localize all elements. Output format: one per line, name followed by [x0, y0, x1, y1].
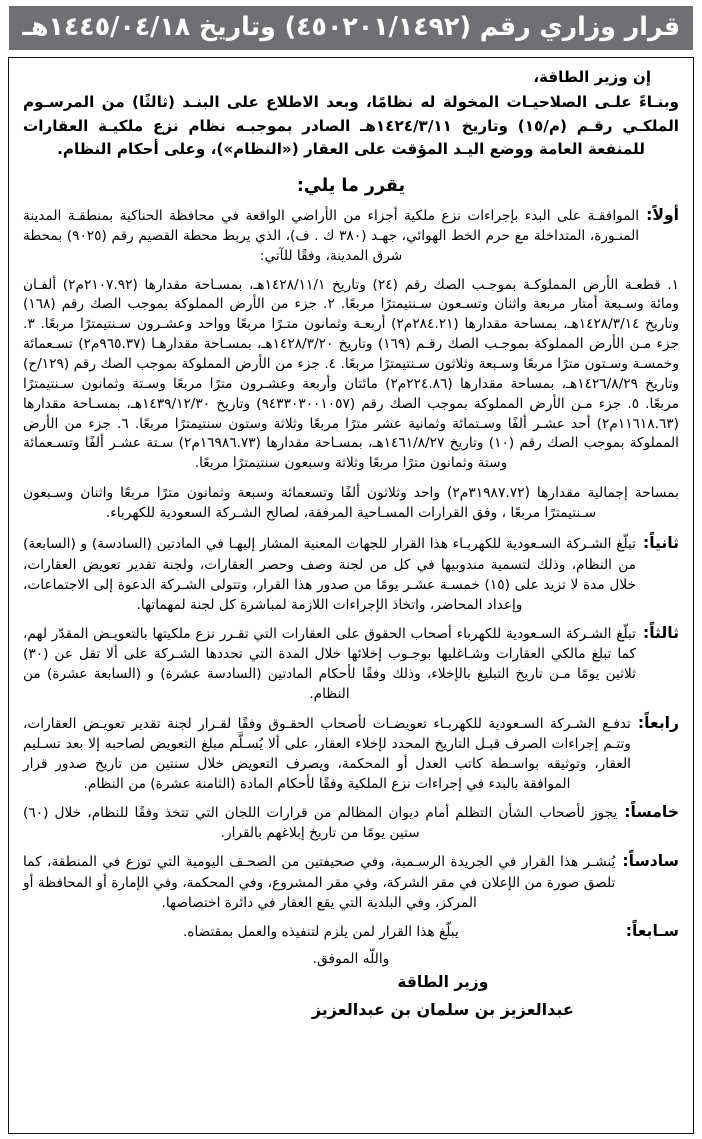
- clause-sabian: [23, 922, 679, 942]
- signatory-title: وزير الطاقة: [397, 972, 489, 991]
- clause-label: ثانياً:: [642, 534, 679, 553]
- clause-awwalan: [23, 206, 679, 266]
- clause-label: أولاً:: [646, 206, 679, 225]
- signatory-name: عبدالعزيز بن سلمان بن عبدالعزيز: [311, 999, 574, 1019]
- closing-invocation: واللّه الموفق.: [312, 950, 390, 967]
- clause-label: سادساً:: [622, 852, 679, 871]
- clause-label: خامساً:: [624, 803, 679, 822]
- clause-text: يجوز لأصحاب الشأن التظلم أمام ديوان المظالم من قرارات اللجان التي تتخذ وفقًا للنظام، خلال (٦٠) ستين يومًا من تاريخ إبلاغهم بالقرار.: [23, 805, 618, 842]
- clause-rabian: [23, 714, 679, 795]
- clause-khamisan: [23, 803, 679, 843]
- document-body-frame: [8, 57, 694, 1134]
- total-area-paragraph: بمساحة إجمالية مقدارها (٣١٩٨٧.٧٢م٢) واحد وثلاثون ألفًا وتسعمائة وسبعة وثمانون مترًا مربعًا واثنان وسـبعون سـنتيمترًا مربعًا ، وفق القرارات المسـاحية المرفقة، لصالح الشـركة السعودية للكهرباء.: [23, 485, 680, 522]
- clause-text: تبلّغ الشـركة السـعودية للكهربـاء هذا القرار للجهات المعنية المشار إليهـا في المادتين (السادسة) و (السابعة) من النظام، وذلك لتسمية مندوبيها في كل من لجنة وصف وحصر العقارات، ولجنة تقدير تعويض العقارات، خلال مدة لا تزيد على (١٥) خمسـة عشـر يومًا من صدور هذا القرار، وتتولى الشـركة الدعوة إلى الاجتماعات، وإعداد المحاضر، واتخاذ الإجراءات اللازمة لمباشرة كل لجنة لمهماتها.: [23, 536, 636, 613]
- clause-text: يُنشـر هذا القرار في الجريدة الرسـمية، وفي صحيفتين من الصحـف اليومية التي توزع في المنطقة، كما تلصق صورة من الإعلان في مقر الشركة، وفي مقر المشروع، وفي المحكمة، وفي الإمارة أو المحافظة أو المركز، وفي البلدية التي يقع العقار في دائرة اختصاصها.: [23, 854, 616, 911]
- opening-line: إن وزير الطاقة،: [533, 68, 651, 86]
- clause-text: يبلّغ هذا القرار لمن يلزم لتنفيذه والعمل بمقتضاه.: [182, 923, 459, 940]
- decides-heading: يقرر ما يلي:: [296, 176, 406, 197]
- parcels-list-text: ١. قطعـة الأرض المملوكـة بموجـب الصك رقم (٢٤) وتاريخ ١٤٢٨/١١/١هـ، بمسـاحة مقدارها (٢١٠٧.٩٢م٢) ألفـان ومائة وسـبعة أمتار مربعة واثنان وتسـعون سـنتيمترًا مربعًا. ٢. جزء من الأرض المملوكة بموجب الصك رقم (١٦٨) وتاريخ ١٤٢٨/٣/١٤هـ، بمساحة مقدارها (٢٨٤.٢١م٢) أربعـة وثمانون متـرًا مربعًا وواحد وعشـرون سـنتيمترًا مربعًا. ٣. جزء مـن الأرض المملوكة بموجـب الصك رقـم (١٦٩) وتاريخ ١٤٢٨/٣/٢٠هـ، بمسـاحة مقدارهـا (٩٦٥.٣٧م٢) تسـعمائة وخمسـة وسـتون مترًا مربعًا وسـبعة وثلاثون سـنتيمترًا مربعًا. ٤. جزء من الأرض المملوكة بموجب الصك رقم (١٢٩/ح) وتاريخ ١٤٢٦/٨/٢٩هـ، بمساحة مقدارها (٢٢٤.٨٦م٢) مائتان وأربعة وعشـرون مترًا مربعًا وسـتة وثمانون سـنتيمترًا مربعًا. ٥. جزء مـن الأرض المملوكة بموجب الصك رقم (٩٤٣٣٠٣٠٠١٠٥٧) وتاريخ ١٤٣٩/١٢/٣٠هـ، بمسـاحة مقدارها (١١٦١٨.٦٣م٢) أحد عشـر ألفًا وسـتمائة وثمانية عشر مترًا مربعًا وثلاثة وستون سنتيمترًا مربعًا. ٦. جزء من الأرض المملوكة بموجب الصك رقم (١٠) وتاريخ ١٤٦١/٨/٢٧هـ، بمسـاحة مقدارها (١٦٩٨٦.٧٣م٢) سـتة عشـر ألفًا وتسـعمائة وستة وثمانون مترًا مربعًا وثلاثة وسبعون سنتيمترًا مربعًا.: [23, 276, 680, 472]
- decision-header-bar: [9, 6, 693, 50]
- clause-text: الموافقـة على البدء بإجراءات نزع ملكية أجزاء من الأراضي الواقعة في محافظة الحناكية بمنطقـة المدينة المنـورة، المتداخلة مع حرم الخط الهوائي، جهـد (٣٨٠ ك . ف)، الذي يربط محطة القصيم رقم (٩٠٢٥) بمحطة شرق المدينة، وفقًا للآتي:: [23, 208, 640, 265]
- preamble-paragraph: وبنـاءً علـى الصلاحيـات المخولة له نظامًا، وبعد الاطلاع على البنـد (ثالثًا) من المرسـوم الملكـي رقـم (م/١٥) وتاريخ ١٤٢٤/٣/١١هـ الصادر بموجبـه نظام نزع ملكيـة العقارات للمنفعة العامة ووضع اليـد المؤقت على العقار («النظام»)، وعلى أحكام النظام.: [23, 93, 680, 159]
- clause-sadisan: [23, 852, 679, 912]
- clause-label: ثالثاً:: [642, 623, 679, 642]
- clause-label: رابعاً:: [637, 713, 679, 732]
- signature-block: [246, 973, 640, 1019]
- clause-label: سـابعاً:: [625, 921, 679, 940]
- clause-text: تدفـع الشـركة السـعودية للكهربـاء تعويضـات لأصحاب الحقـوق وفقًا لقـرار لجنة تقدير تعويـض العقارات، وتتـم إجراءات الصرف قبـل التاريخ المحدد لإخلاء العقار، على ألا يُسـلَّم مبلغ التعويض لصاحبه إلا بعد تسـليم العقار، وتوثيقه بواسـطة كاتب العدل أو المحكمة، ويصرف التعويض خلال سنتين من تاريخ صدور قرار الموافقة بالبدء في إجراءات نزع الملكية وفقًا لأحكام المادة (الثامنة عشرة) من النظام.: [23, 715, 631, 792]
- clause-thaniyan: [23, 534, 679, 615]
- clause-text: تبلّغ الشـركة السـعودية للكهرباء أصحاب الحقوق على العقارات التي تقـرر نزع ملكيتها بالتعويـض المقدّر لهم، كما تبلغ مالكي العقارات وشـاغليها بوجـوب إخلائها خلال المدة التي تحددها الشـركة على ألا تقل عن (٣٠) ثلاثين يومًا مـن تاريخ التبليغ بالإخلاء، وذلك وفقًا لأحكام المادتين (السادسة عشرة) و (السابعة عشرة) من النظام.: [23, 625, 636, 703]
- decision-number-and-date-title: قرار وزاري رقم (٤٥٠٢٠١/١٤٩٢) وتاريخ ١٤٤٥/٠٤/١٨هـ: [22, 12, 680, 43]
- clause-thalithan: [23, 624, 679, 705]
